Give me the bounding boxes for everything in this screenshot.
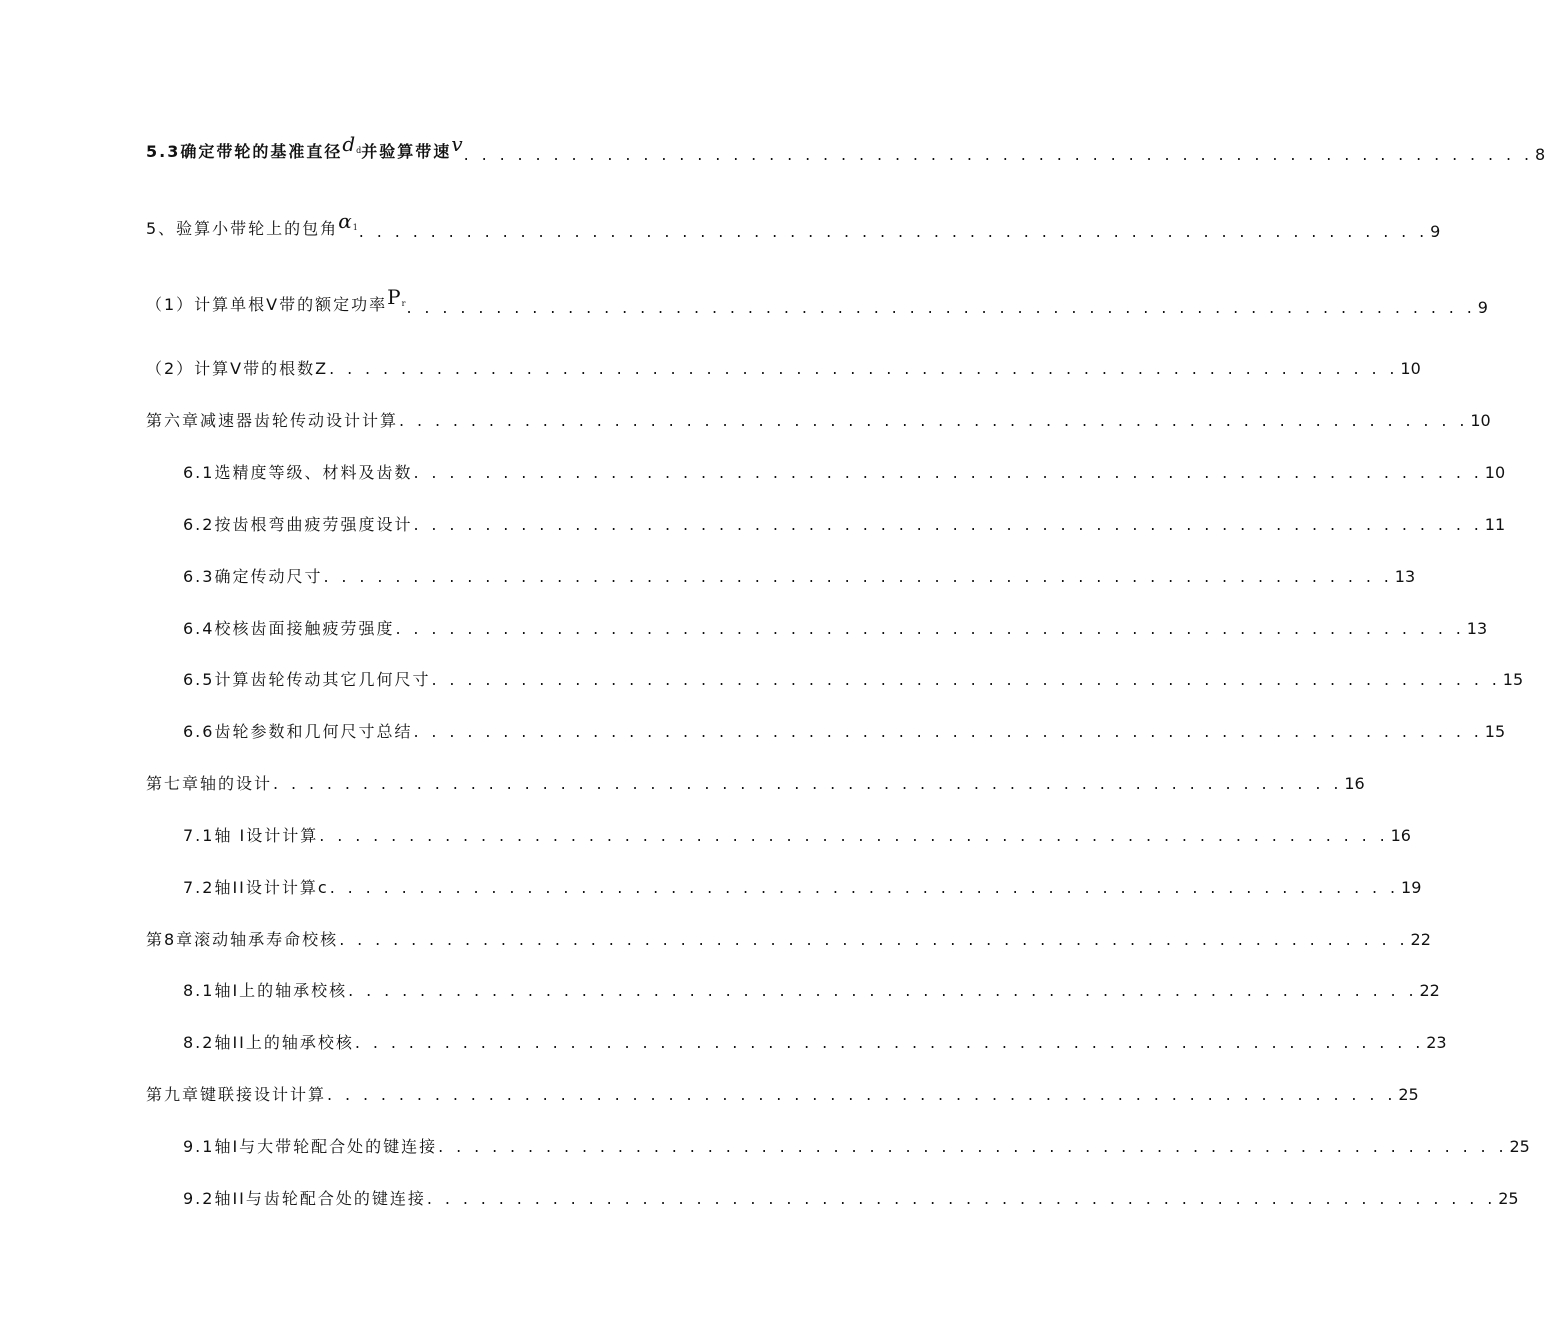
toc-entry-title: 6.5计算齿轮传动其它几何尺寸 xyxy=(183,670,431,689)
dot-leader: . . . . . . . . . . . . . . . . . . . . . . . . . . . . . . . . . . . . . . . . . . . . . . . . . . . . . . . . . . . . xyxy=(319,826,1389,845)
toc-entry-title: （1）计算单根V带的额定功率Pr xyxy=(146,285,406,314)
dot-leader: . . . . . . . . . . . . . . . . . . . . . . . . . . . . . . . . . . . . . . . . . . . . . . . . . . . . . . . . . . . . xyxy=(273,774,1343,793)
toc-entry-chapter-9[interactable] xyxy=(146,1081,1419,1105)
toc-entry-chapter-8[interactable] xyxy=(146,926,1431,950)
dot-leader: . . . . . . . . . . . . . . . . . . . . . . . . . . . . . . . . . . . . . . . . . . . . . . . . . . . . . . . . . . . . xyxy=(438,1137,1508,1156)
toc-entry-title: 7.1轴 I设计计算 xyxy=(183,826,319,845)
math-d: dd xyxy=(342,132,362,156)
toc-entry-title: 5.3确定带轮的基准直径dd并验算带速v xyxy=(146,132,463,161)
math-p: Pr xyxy=(387,285,406,309)
toc-entry-title: 7.2轴II设计计算c xyxy=(183,878,329,897)
toc-entry-8-2[interactable] xyxy=(183,1029,1447,1053)
toc-page-number: 25 xyxy=(1398,1085,1419,1104)
toc-entry-title: 8.2轴II上的轴承校核 xyxy=(183,1033,354,1052)
toc-entry-7-1[interactable] xyxy=(183,822,1411,846)
toc-page-number: 13 xyxy=(1466,619,1488,638)
toc-page-number: 8 xyxy=(1534,145,1545,164)
toc-entry-title: 8.1轴I上的轴承校核 xyxy=(183,981,348,1000)
toc-page-number: 23 xyxy=(1426,1033,1447,1052)
toc-entry-7-2[interactable] xyxy=(183,874,1422,898)
toc-page-number: 19 xyxy=(1401,878,1422,897)
toc-page-number: 22 xyxy=(1410,930,1431,949)
toc-entry-6-2[interactable] xyxy=(183,511,1506,535)
toc-entry-5-3[interactable] xyxy=(146,132,1545,165)
toc-entry-6-4[interactable] xyxy=(183,615,1488,639)
toc-entry-8-1[interactable] xyxy=(183,977,1440,1001)
toc-entry-chapter-7[interactable] xyxy=(146,770,1365,794)
dot-leader: . . . . . . . . . . . . . . . . . . . . . . . . . . . . . . . . . . . . . . . . . . . . . . . . . . . . . . . . . . . . xyxy=(413,463,1483,482)
toc-entry-title: 6.3确定传动尺寸 xyxy=(183,567,323,586)
toc-entry-5-wrap-angle[interactable] xyxy=(146,209,1441,242)
toc-page-number: 15 xyxy=(1484,722,1506,741)
toc-entry-title: 第九章键联接设计计算 xyxy=(146,1085,327,1104)
toc-entry-title: 第8章滚动轴承寿命校核 xyxy=(146,930,339,949)
dot-leader: . . . . . . . . . . . . . . . . . . . . . . . . . . . . . . . . . . . . . . . . . . . . . . . . . . . . . . . . . . . . xyxy=(327,1085,1397,1104)
toc-entry-belt-count[interactable] xyxy=(146,355,1421,379)
toc-entry-title: 9.1轴I与大带轮配合处的键连接 xyxy=(183,1137,438,1156)
dot-leader: . . . . . . . . . . . . . . . . . . . . . . . . . . . . . . . . . . . . . . . . . . . . . . . . . . . . . . . . . . . . xyxy=(348,981,1418,1000)
toc-entry-title: 第七章轴的设计 xyxy=(146,774,273,793)
toc-page-number: 25 xyxy=(1498,1189,1519,1208)
toc-page-number: 9 xyxy=(1430,222,1441,241)
toc-entry-6-6[interactable] xyxy=(183,718,1506,742)
toc-entry-title: （2）计算V带的根数Z xyxy=(146,359,329,378)
toc-entry-6-5[interactable] xyxy=(183,666,1524,690)
dot-leader: . . . . . . . . . . . . . . . . . . . . . . . . . . . . . . . . . . . . . . . . . . . . . . . . . . . . . . . . . . . . xyxy=(406,298,1476,317)
toc-page-number: 25 xyxy=(1509,1137,1530,1156)
toc-entry-title: 9.2轴II与齿轮配合处的键连接 xyxy=(183,1189,426,1208)
dot-leader: . . . . . . . . . . . . . . . . . . . . . . . . . . . . . . . . . . . . . . . . . . . . . . . . . . . . . . . . . . . . xyxy=(358,222,1429,241)
dot-leader: . . . . . . . . . . . . . . . . . . . . . . . . . . . . . . . . . . . . . . . . . . . . . . . . . . . . . . . . . . . . xyxy=(426,1189,1497,1208)
math-v: v xyxy=(451,132,463,156)
toc-entry-6-1[interactable] xyxy=(183,459,1506,483)
dot-leader: . . . . . . . . . . . . . . . . . . . . . . . . . . . . . . . . . . . . . . . . . . . . . . . . . . . . . . . . . . . . xyxy=(323,567,1393,586)
dot-leader: . . . . . . . . . . . . . . . . . . . . . . . . . . . . . . . . . . . . . . . . . . . . . . . . . . . . . . . . . . . . xyxy=(413,722,1483,741)
toc-entry-title: 6.4校核齿面接触疲劳强度 xyxy=(183,619,395,638)
toc-page-number: 10 xyxy=(1470,411,1491,430)
dot-leader: . . . . . . . . . . . . . . . . . . . . . . . . . . . . . . . . . . . . . . . . . . . . . . . . . . . . . . . . . . . . xyxy=(463,145,1533,164)
toc-entry-title: 6.6齿轮参数和几何尺寸总结 xyxy=(183,722,413,741)
toc-page-number: 16 xyxy=(1390,826,1411,845)
toc-page-number: 10 xyxy=(1484,463,1506,482)
toc-entry-chapter-6[interactable] xyxy=(146,407,1491,431)
toc-entry-rated-power[interactable] xyxy=(146,285,1488,318)
dot-leader: . . . . . . . . . . . . . . . . . . . . . . . . . . . . . . . . . . . . . . . . . . . . . . . . . . . . . . . . . . . . xyxy=(413,515,1483,534)
toc-page-number: 15 xyxy=(1502,670,1524,689)
toc-page-number: 16 xyxy=(1344,774,1365,793)
toc-entry-9-1[interactable] xyxy=(183,1133,1530,1157)
toc-entry-title: 6.2按齿根弯曲疲劳强度设计 xyxy=(183,515,413,534)
dot-leader: . . . . . . . . . . . . . . . . . . . . . . . . . . . . . . . . . . . . . . . . . . . . . . . . . . . . . . . . . . . . xyxy=(395,619,1465,638)
toc-page-number: 13 xyxy=(1394,567,1416,586)
toc-entry-title: 6.1选精度等级、材料及齿数 xyxy=(183,463,413,482)
math-alpha: α1 xyxy=(338,209,358,233)
toc-entry-title: 第六章减速器齿轮传动设计计算 xyxy=(146,411,399,430)
dot-leader: . . . . . . . . . . . . . . . . . . . . . . . . . . . . . . . . . . . . . . . . . . . . . . . . . . . . . . . . . . . . xyxy=(399,411,1469,430)
toc-entry-title: 5、验算小带轮上的包角α1 xyxy=(146,209,358,238)
dot-leader: . . . . . . . . . . . . . . . . . . . . . . . . . . . . . . . . . . . . . . . . . . . . . . . . . . . . . . . . . . . . xyxy=(339,930,1409,949)
dot-leader: . . . . . . . . . . . . . . . . . . . . . . . . . . . . . . . . . . . . . . . . . . . . . . . . . . . . . . . . . . . . xyxy=(431,670,1501,689)
dot-leader: . . . . . . . . . . . . . . . . . . . . . . . . . . . . . . . . . . . . . . . . . . . . . . . . . . . . . . . . . . . . xyxy=(329,359,1399,378)
toc-page-number: 10 xyxy=(1400,359,1421,378)
dot-leader: . . . . . . . . . . . . . . . . . . . . . . . . . . . . . . . . . . . . . . . . . . . . . . . . . . . . . . . . . . . . xyxy=(354,1033,1425,1052)
toc-page-number: 9 xyxy=(1477,298,1488,317)
toc-entry-9-2[interactable] xyxy=(183,1185,1519,1209)
toc-page-number: 22 xyxy=(1419,981,1440,1000)
toc-entry-6-3[interactable] xyxy=(183,563,1416,587)
dot-leader: . . . . . . . . . . . . . . . . . . . . . . . . . . . . . . . . . . . . . . . . . . . . . . . . . . . . . . . . . . . . xyxy=(329,878,1400,897)
toc-page-number: 11 xyxy=(1484,515,1506,534)
